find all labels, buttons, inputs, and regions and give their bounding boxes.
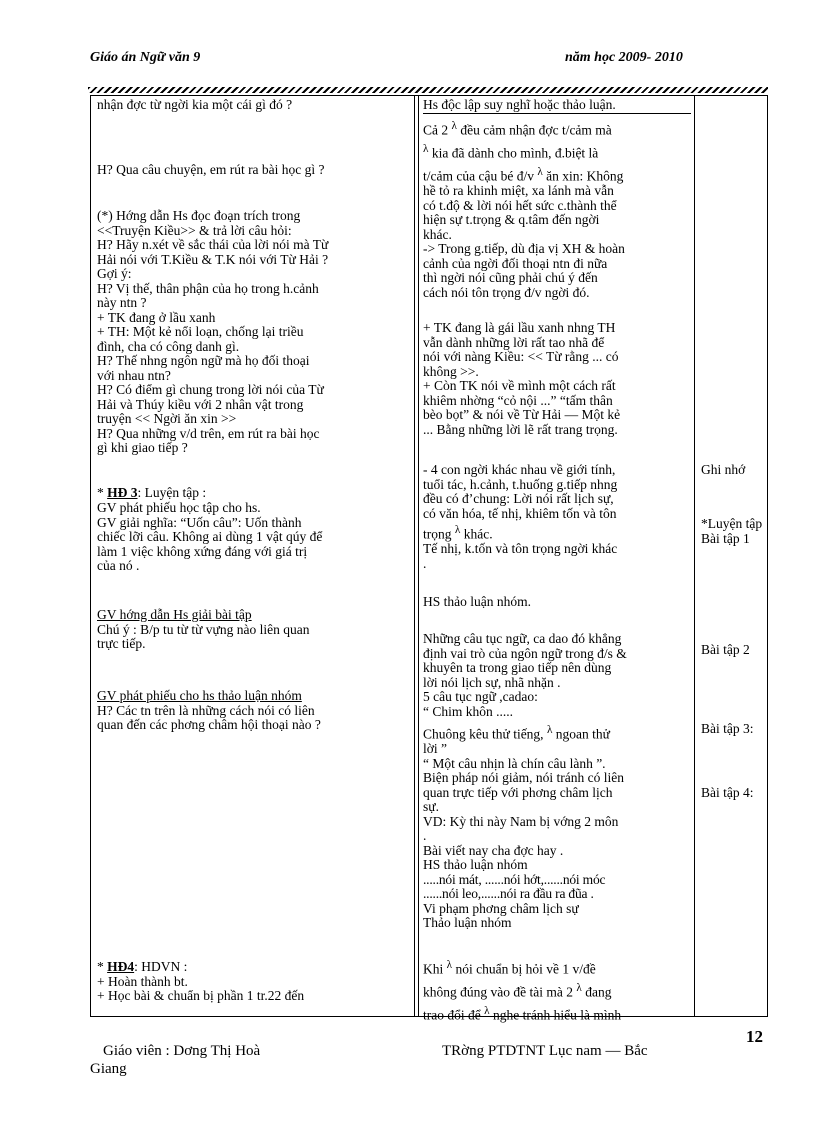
activity-4-heading: * HĐ4: HDVN : + Hoàn thành bt. + Học bài & chuẩn bị phần 1 tr.22 đến <box>97 959 305 1003</box>
lambda-symbol: λ <box>454 524 461 536</box>
lambda-symbol: λ <box>537 166 543 178</box>
page-number: 12 <box>746 1027 763 1046</box>
left-block-1: nhận đợc từ ngời kia một cái gì đó ? <box>97 97 293 112</box>
lambda-symbol: λ <box>446 959 453 971</box>
mid-block-3: + TK đang là gái lầu xanh nhng TH vẫn dành những lời rất tao nhã để nói với nàng Kiều: << Từ rằng ... có không >>. + Còn TK nói về mình một cách rất khiêm nhờng “cỏ nội ...” “tấm thân bèo bọt” & nói về Từ Hải — Một kẻ ... Bằng những lời lẽ rất trang trọng. <box>423 320 621 437</box>
lambda-symbol: λ <box>546 724 553 736</box>
column-divider <box>694 96 695 1016</box>
left-block-2: H? Qua câu chuyện, em rút ra bài học gì ? <box>97 162 325 177</box>
left-block-6: GV phát phiếu cho hs thảo luận nhóm H? Các tn trên là những cách nói có liên quan đến các phơng châm hội thoại nào ? <box>97 688 321 732</box>
header-left: Giáo án Ngữ văn 9 <box>90 50 201 65</box>
lesson-table <box>90 95 768 1023</box>
row-divider <box>423 113 691 114</box>
footer-school: TRờng PTDTNT Lục nam — Bắc <box>442 1043 648 1059</box>
note-bai-tap-1: Bài tập 1 <box>701 531 750 546</box>
activity-3-heading: * HĐ 3: Luyện tập : <box>97 485 207 500</box>
lambda-symbol: λ <box>423 143 429 155</box>
mid-block-7: Khi $^\lambda$ nói chuẩn bị hỏi về 1 v/đề không đúng vào đề tài mà 2 $^\lambda$ đang trao đổi để $^\lambda$ nghe tránh hiểu là mình <box>423 959 622 1023</box>
header-right: năm học 2009- 2010 <box>565 50 683 65</box>
footer-school-continued: Giang <box>90 1061 127 1077</box>
mid-block-1: Hs độc lập suy nghĩ hoặc thảo luận. <box>423 97 616 112</box>
left-block-5: GV hớng dẫn Hs giải bài tập Chú ý : B/p tu từ từ vựng nào liên quan trực tiếp. <box>97 607 310 651</box>
left-block-3: (*) Hớng dẫn Hs đọc đoạn trích trong <<Truyện Kiều>> & trả lời câu hỏi: H? Hãy n.xét về sắc thái của lời nói mà Từ Hải nói với T.Kiều & T.K nói với Từ Hải ? Gợi ý: H? Vị thế, thân phận của họ trong h.cảnh này ntn ? + TK đang ở lầu xanh + TH: Một kẻ nổi loạn, chống lại triều đình, cha có công danh gì. H? Thế nhng ngôn ngữ mà họ đối thoại với nhau ntn? H? Có điểm gì chung trong lời nói của Từ Hải và Thúy kiều với 2 nhân vật trong truyện << Ngời ăn xin >> H? Qua những v/d trên, em rút ra bài học gì khi giao tiếp ? <box>97 208 329 455</box>
left-block-4: GV phát phiếu học tập cho hs. GV giải nghĩa: “Uốn câu”: Uốn thành chiếc lỡi câu. Không ai dùng 1 vật qúy để làm 1 việc không xứng đáng với giá trị của nó . <box>97 500 323 573</box>
note-luyen-tap: *Luyện tập <box>701 516 763 531</box>
column-divider <box>418 96 419 1016</box>
hd3-label: HĐ 3 <box>107 485 138 500</box>
hd4-label: HĐ4 <box>107 959 135 974</box>
column-divider <box>414 96 415 1016</box>
note-bai-tap-2: Bài tập 2 <box>701 642 750 657</box>
footer-teacher: Giáo viên : Dơng Thị Hoà <box>103 1043 261 1059</box>
note-bai-tap-4: Bài tập 4: <box>701 785 754 800</box>
note-ghi-nho: Ghi nhớ <box>701 462 746 477</box>
lambda-symbol: λ <box>484 1005 490 1017</box>
mid-block-5: HS thảo luận nhóm. <box>423 594 531 609</box>
lambda-symbol: λ <box>451 120 457 132</box>
note-bai-tap-3: Bài tập 3: <box>701 721 754 736</box>
lambda-symbol: λ <box>576 982 582 994</box>
header-hatch-border <box>88 87 768 93</box>
mid-block-4: - 4 con ngời khác nhau về giới tính, tuổi tác, h.cảnh, t.huống g.tiếp nhng đều có đ’chung: Lời nói rất lịch sự, có văn hóa, tế nhị, khiêm tốn và tôn trọng $^\lambda$ khác. Tế nhị, k.tốn và tôn trọng ngời khác . <box>423 462 618 571</box>
mid-block-2: Cả 2 $^\lambda$ đều cảm nhận đợc t/cảm mà $^\lambda$ kia đã dành cho mình, đ.biệt là t/cảm của cậu bé đ/v $^\lambda$ ăn xin: Không hề tỏ ra khinh miệt, xa lánh mà vẫn có t.độ & lời nói hết sức c.thành thể hiện sự t.trọng & q.tâm đến ngời khác. -> Trong g.tiếp, dù địa vị XH & hoàn cảnh của ngời đối thoại ntn đi nữa thì ngời nói cũng phải chú ý đến cách nói tôn trọng đ/v ngời đó. <box>423 120 625 300</box>
mid-block-6: Những câu tục ngữ, ca dao đó khẳng định vai trò của ngôn ngữ trong đ/s & khuyên ta trong giao tiếp nên dùng lời nói lịch sự, nhã nhặn . 5 câu tục ngữ ,cadao: “ Chim khôn ..... Chuông kêu thử tiếng, $^\lambda$ ngoan thử lời ” “ Một câu nhịn là chín câu lành ”. Biện pháp nói giảm, nói tránh có liên quan trực tiếp với phơng châm lịch sự. VD: Kỳ thi này Nam bị vớng 2 môn . Bài viết nay cha đợc hay . HS thảo luận nhóm .....nói mát, ......nói hớt,......nói móc ......nói leo,......nói ra đầu ra đũa . Vi phạm phơng châm lịch sự Thảo luận nhóm <box>423 631 627 930</box>
